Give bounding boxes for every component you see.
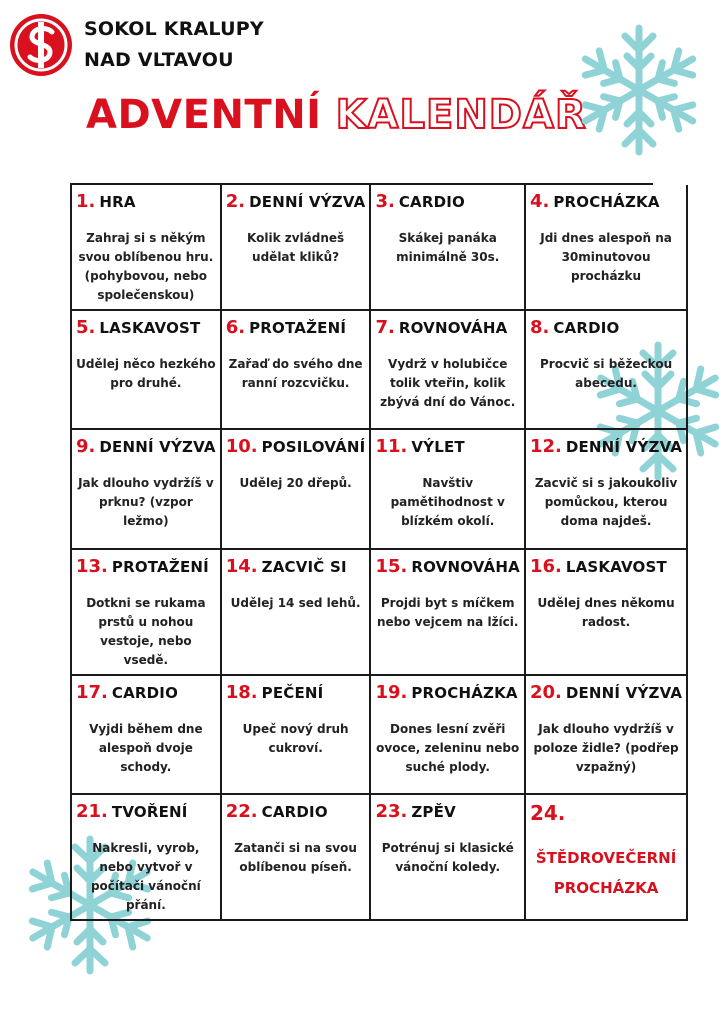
day-number: 20.	[529, 681, 562, 703]
day-number: 3.	[375, 191, 395, 212]
day-description: Zatanči si na svou oblíbenou píseň.	[234, 841, 357, 874]
day-title: PROTAŽENÍ	[249, 319, 347, 337]
day-number: 18.	[225, 681, 258, 703]
special-line-2: PROCHÁZKA	[553, 879, 659, 897]
day-title: DENNÍ VÝZVA	[249, 193, 366, 211]
day-number: 11.	[375, 436, 408, 458]
day-description: Vyjdi během dne alespoň dvoje schody.	[89, 721, 203, 774]
day-number: 16.	[529, 555, 562, 577]
day-number: 8.	[529, 317, 550, 338]
day-title: PROCHÁZKA	[411, 683, 518, 702]
day-cell-8	[526, 311, 688, 430]
day-cell-15	[371, 550, 525, 676]
day-cell-22	[222, 795, 372, 921]
day-cell-9	[72, 430, 222, 549]
day-description: Jak dlouho vydržíš v poloze židle? (podřep vzpažný)	[533, 721, 679, 774]
page-title	[86, 92, 587, 138]
day-number: 17.	[76, 681, 108, 703]
day-cell-20	[526, 676, 688, 795]
day-title: CARDIO	[111, 683, 179, 702]
day-number: 9.	[76, 436, 96, 458]
day-cell-16	[526, 550, 688, 676]
day-description: Potrénuj si klasické vánoční koledy.	[381, 841, 514, 874]
day-number: 7.	[375, 317, 395, 338]
day-description: Skákej panáka minimálně 30s.	[396, 231, 500, 264]
day-number: 13.	[76, 555, 108, 577]
day-cell-18	[222, 676, 372, 795]
day-description: Projdi byt s míčkem nebo vejcem na lžíci.	[376, 595, 519, 629]
day-title: POSILOVÁNÍ	[261, 438, 366, 457]
day-description: Udělej dnes někomu radost.	[537, 595, 675, 629]
day-number: 23.	[375, 801, 408, 822]
title-part-1: ADVENTNÍ	[86, 92, 322, 138]
snowflake-icon	[575, 20, 703, 160]
day-number: 10.	[225, 436, 258, 458]
day-title: PROCHÁZKA	[553, 193, 660, 211]
day-cell-4	[526, 185, 688, 311]
advent-calendar-grid	[70, 183, 683, 921]
day-cell-10	[222, 430, 372, 549]
day-title: LASKAVOST	[565, 557, 667, 576]
day-number: 1.	[76, 191, 96, 212]
org-line-2: NAD VLTAVOU	[84, 49, 234, 71]
day-number: 22.	[225, 801, 258, 822]
day-title: LASKAVOST	[99, 319, 201, 337]
day-description: Procvič si běžeckou abecedu.	[539, 357, 673, 390]
day-cell-12	[526, 430, 688, 549]
day-title: PEČENÍ	[261, 683, 324, 702]
day-number: 4.	[529, 191, 550, 212]
day-title: CARDIO	[261, 803, 328, 821]
day-description: Zahraj si s někým svou oblíbenou hru. (pohybovou, nebo společenskou)	[78, 231, 214, 302]
organization-name	[84, 14, 264, 76]
day-cell-17	[72, 676, 222, 795]
day-title: DENNÍ VÝZVA	[565, 438, 683, 457]
day-title: CARDIO	[553, 319, 620, 337]
day-cell-21	[72, 795, 222, 921]
day-description: Jak dlouho vydržíš v prknu? (vzpor ležmo)	[78, 476, 214, 529]
day-title: DENNÍ VÝZVA	[565, 683, 683, 702]
day-special-title	[530, 843, 682, 903]
day-description: Jdi dnes alespoň na 30minutovou procházku	[540, 231, 672, 283]
day-number: 14.	[225, 555, 258, 577]
day-number: 19.	[375, 681, 408, 703]
day-description: Udělej něco hezkého pro druhé.	[76, 357, 216, 390]
day-cell-19	[371, 676, 525, 795]
day-description: Dotkni se rukama prstů u nohou vestoje, nebo vsedě.	[86, 595, 206, 667]
day-cell-2	[222, 185, 372, 311]
day-title: ZPĚV	[411, 803, 456, 821]
day-description: Dones lesní zvěři ovoce, zeleninu nebo suché plody.	[376, 721, 520, 774]
day-description: Udělej 20 dřepů.	[239, 476, 352, 491]
day-description: Zařaď do svého dne ranní rozcvičku.	[228, 357, 363, 390]
day-number: 2.	[225, 191, 246, 212]
day-number: 21.	[76, 801, 108, 822]
day-description: Vydrž v holubičce tolik vteřin, kolik zbývá dní do Vánoc.	[380, 357, 516, 409]
day-title: ROVNOVÁHA	[398, 319, 508, 337]
day-description: Upeč nový druh cukroví.	[242, 721, 349, 755]
day-title: DENNÍ VÝZVA	[99, 438, 216, 457]
org-line-1: SOKOL KRALUPY	[84, 18, 264, 40]
day-title: TVOŘENÍ	[111, 803, 188, 821]
day-cell-7	[371, 311, 525, 430]
day-number: 6.	[225, 317, 246, 338]
day-number: 15.	[375, 555, 408, 577]
day-description: Navštiv pamětihodnost v blízkém okolí.	[390, 476, 505, 529]
day-title: HRA	[99, 193, 136, 211]
day-number: 5.	[76, 317, 96, 338]
day-description: Udělej 14 sed lehů.	[230, 595, 361, 610]
title-part-2: KALENDÁŘ	[335, 92, 587, 138]
day-description: Kolik zvládneš udělat kliků?	[247, 231, 345, 264]
day-cell-1	[72, 185, 222, 311]
day-number: 12.	[529, 436, 562, 458]
special-line-1: ŠTĚDROVEČERNÍ	[535, 849, 677, 867]
day-cell-5	[72, 311, 222, 430]
day-title: ROVNOVÁHA	[411, 557, 520, 576]
day-cell-14	[222, 550, 372, 676]
day-cell-23	[371, 795, 525, 921]
day-number: 24.	[529, 801, 566, 825]
day-cell-24	[526, 795, 688, 921]
day-title: CARDIO	[398, 193, 465, 211]
day-cell-3	[371, 185, 525, 311]
day-cell-6	[222, 311, 372, 430]
day-title: VÝLET	[411, 438, 465, 457]
day-cell-13	[72, 550, 222, 676]
day-description: Zacvič si s jakoukoliv pomůckou, kterou doma najdeš.	[534, 476, 678, 529]
day-title: ZACVIČ SI	[261, 557, 347, 576]
day-cell-11	[371, 430, 525, 549]
day-description: Nakresli, vyrob, nebo vytvoř v počítači vánoční přání.	[90, 841, 201, 912]
sokol-logo-icon	[8, 12, 74, 78]
day-title: PROTAŽENÍ	[111, 557, 209, 576]
